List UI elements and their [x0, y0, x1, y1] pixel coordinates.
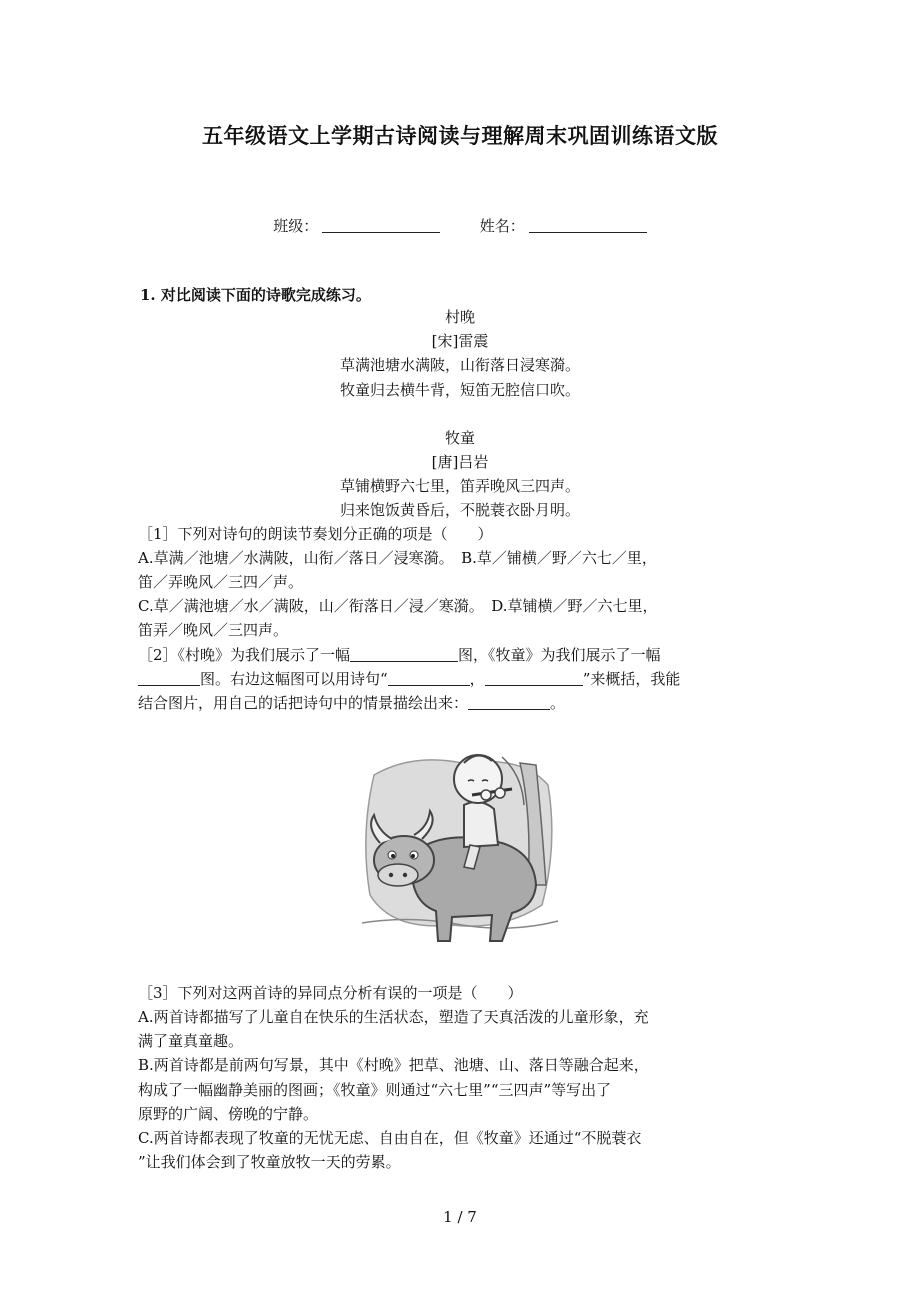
sub3-option-b-cont: 构成了一幅幽静美丽的图画；《牧童》则通过“六七里”“三四声”等写出了	[138, 1081, 612, 1099]
page-number: 1 / 7	[443, 1208, 477, 1226]
sub3-question: ［3］下列对这两首诗的异同点分析有误的一项是（ ）	[138, 984, 523, 1002]
poem1-line: 牧童归去横牛背，短笛无腔信口吹。	[339, 381, 580, 399]
sub2-text: 图。右边这幅图可以用诗句“	[200, 670, 388, 688]
sub1-option-line: C.草／满池塘／水／满陂，山／衔落日／浸／寒漪。 D.草铺横／野／六七里，	[138, 597, 658, 615]
sub3-option-c: C.两首诗都表现了牧童的无忧无虑、自由自在，但《牧童》还通过“不脱蓑衣	[138, 1129, 642, 1147]
sub3-option-a: A.两首诗都描写了儿童自在快乐的生活状态，塑造了天真活泼的儿童形象，充	[138, 1008, 649, 1026]
sub2-text: ”来概括，我能	[582, 670, 681, 688]
poem2-line: 归来饱饭黄昏后，不脱蓑衣卧月明。	[339, 501, 580, 519]
name-blank[interactable]	[529, 218, 647, 233]
sub2-text: ，	[469, 670, 485, 688]
answer-blank[interactable]	[350, 647, 458, 662]
answer-blank[interactable]	[138, 671, 200, 686]
sub2-text: 结合图片，用自己的话把诗句中的情景描绘出来：	[138, 694, 469, 712]
answer-blank[interactable]	[468, 695, 550, 710]
question-1-heading: 1. 对比阅读下面的诗歌完成练习。	[140, 286, 371, 304]
answer-blank[interactable]	[388, 671, 470, 686]
poem1-author: [宋]雷震	[431, 332, 489, 350]
sub2-text: 图，《牧童》为我们展示了一幅	[458, 646, 661, 664]
document-title: 五年级语文上学期古诗阅读与理解周末巩固训练语文版	[202, 123, 718, 148]
sub3-option-c-cont: ”让我们体会到了牧童放牧一天的劳累。	[138, 1153, 401, 1171]
poem2-author: [唐]吕岩	[431, 453, 489, 471]
sub1-option-line: A.草满／池塘／水满陂，山衔／落日／浸寒漪。 B.草／铺横／野／六七／里，	[138, 549, 657, 567]
sub2-line-3	[138, 691, 788, 715]
sub2-line-2	[138, 667, 788, 691]
sub3-option-b-cont: 原野的广阔、傍晚的宁静。	[138, 1105, 319, 1123]
sub1-option-line: 笛／弄晚风／三四／声。	[138, 573, 304, 591]
sub3-option-a-cont: 满了童真童趣。	[138, 1032, 244, 1050]
student-info	[0, 215, 920, 236]
class-label: 班级：	[273, 217, 319, 235]
sub1-question: ［1］下列对诗句的朗读节奏划分正确的项是（ ）	[138, 525, 493, 543]
poem1-line: 草满池塘水满陂，山衔落日浸寒漪。	[339, 356, 580, 374]
name-label: 姓名：	[479, 217, 525, 235]
poem2-line: 草铺横野六七里，笛弄晚风三四声。	[339, 477, 580, 495]
answer-blank[interactable]	[485, 671, 583, 686]
sub2-line-1	[138, 643, 788, 667]
poem1-title: 村晚	[444, 308, 475, 326]
class-blank[interactable]	[322, 218, 440, 233]
sub1-option-line: 笛弄／晚风／三四声。	[138, 621, 289, 639]
boy-on-buffalo-illustration	[352, 735, 566, 945]
poem2-title: 牧童	[444, 429, 475, 447]
sub2-text: 。	[550, 694, 566, 712]
sub2-text: ［2］《村晚》为我们展示了一幅	[138, 646, 351, 664]
sub3-option-b: B.两首诗都是前两句写景，其中《村晚》把草、池塘、山、落日等融合起来，	[138, 1056, 649, 1074]
